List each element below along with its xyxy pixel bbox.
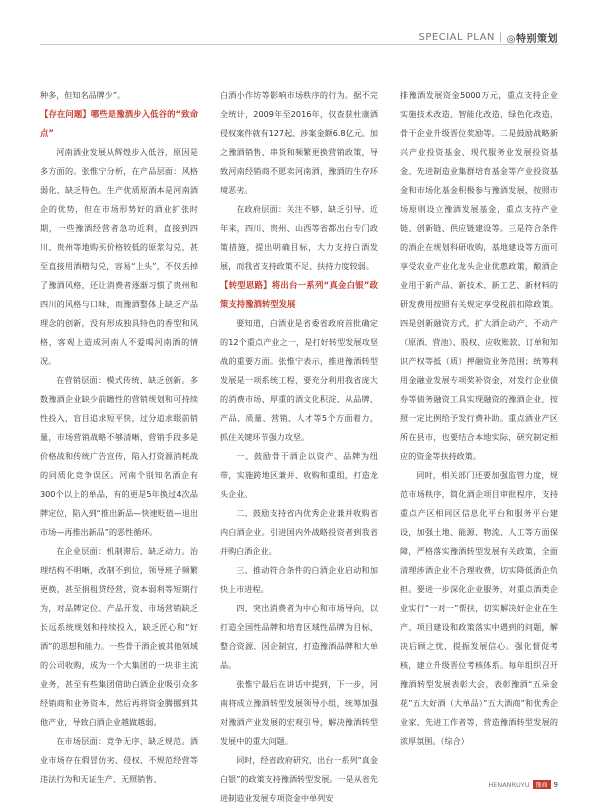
article-body [40,86,558,808]
paragraph: 排豫酒发展资金5000万元，重点支持企业实施技术改造、智能化改造、绿色化改造，骨干企业升级晋位奖励等。二是鼓励战略新兴产业投资基金、现代服务业发展投资基金、先进制造业集群培育基金等产业投资基金和市场化基金积极参与豫酒发展，按照市场原则设立豫酒发展基金，重点支持产业链、创新链、供应链建设等。三是符合条件的酒企在规划科研收购，基地建设等方面可享受农业产业化龙头企业优惠政策，酿酒企业用于新产品、新技术、新工艺、新材料的研发费用按照有关规定享受税前扣除政策。四是创新融资方式，扩大酒企动产、不动产（原酒、营池）、股权、应收账款、订单和知识产权等抵（质）押融资业务范围；统筹利用金融业发展专项奖补资金，对发行企业债券等债务融资工具实现融资的豫酒企业，按照一定比例给予发行费补助。重点酒业产区所在县市，也要结合本地实际，研究制定相应的资金等扶持政策。 [400,86,558,466]
subheading-problems: 【存在问题】哪些是豫酒步入低谷的“致命点” [40,105,198,143]
page-footer [488,780,558,789]
paragraph: 种多，但知名品牌少”。 [40,86,198,105]
magazine-tag: 豫商 [533,780,551,789]
header-separator: | [499,32,503,43]
paragraph: 四、突出消费者为中心和市场导向，以打造全国性品牌和培育区域性品牌为目标，整合资源、因企制宜，打造豫酒品牌和大单品。 [220,599,378,675]
column-right [400,86,558,808]
subheading-transformation: 【转型思路】将出台一系列“真金白银”政策支持豫酒转型发展 [220,276,378,314]
paragraph: 一、鼓励骨干酒企以资产、品牌为纽带，实施跨地区兼并、收购和重组，打造龙头企业。 [220,447,378,504]
paragraph: 二、鼓励支持省内优秀企业兼并收购省内白酒企业。引进国内外战略投资者到我省并购白酒企业。 [220,504,378,561]
section-chinese-title: ◎特别策划 [507,30,558,45]
paragraph: 在市场层面：竞争无序、缺乏规范。酒业市场存在假冒仿劣、侵权、不规范经营等违法行为和无证生产、无照销售、 [40,732,198,789]
column-middle [220,86,378,808]
header-divider [40,44,558,45]
paragraph: 在企业层面：机制滞后、缺乏动力。治理结构不明晰，改制不到位，领导班子频繁更换，甚至捐租贷经营，资本弱利等短期行为，对品牌定位、产品开发、市场营销缺乏长远系统规划和持续投入，缺乏匠心和“好酒”的思想和能力。一些骨干酒企被其他领域的公司收购，成为一个大集团的一块非主流业务，甚至有些集团借助白酒企业吸引众多经销商和业务资本，然后再将资金腾挪到其他产业，导致白酒企业越做越弱。 [40,542,198,732]
paragraph: 同时，经省政府研究，出台一系列“真金白银”的政策支持豫酒转型发展。一是从省先进制造业发展专项资金中单列安 [220,751,378,808]
page-number: 9 [554,781,558,789]
paragraph: 河南酒业发展从辉煌步入低谷，原因是多方面的。张惟宁分析，在产品层面：风格弱化、缺乏特色。生产优质原酒本是河南酒企的优势，但在市场形势好的酒业扩张时期，一些豫酒经营者急功近利，直接到四川、贵州等地购买价格较低的原浆勾兑，甚至直接用酒精勾兑，容易“上头”，不仅丢掉了豫酒风格，还让消费者逐渐习惯了贵州和四川的风格与口味，而豫酒整体上缺乏产品理念的创新，没有形成独具特色的香型和风格，客观上造成河南人不爱喝河南酒的情况。 [40,143,198,371]
paragraph: 同时，相关部门还要加强监管力度，规范市场秩序，简化酒企项目审批程序，支持重点产区相同区信息化平台和服务平台建设，加强土地、能源、物流、人工等方面保障，严格落实豫酒转型发展有关政策，全面清理涉酒企业不合理收费，切实降低酒企负担。要进一步深化企业服务，对重点酒类企业实行“一对一”帮扶，切实解决好企业在生产、项目建设和政策落实中遇到的问题，解决后顾之忧，提振发展信心。强化督促考核，建立升级晋位考核体系。每年组织召开豫酒转型发展表彰大会，表彰豫酒“五朵金花”五大好酒（大单品）”五大酒商”和优秀企业家、先进工作者等，营造豫酒转型发展的浓厚氛围。（综合） [400,466,558,751]
paragraph: 三、推动符合条件的白酒企业启动和加快上市进程。 [220,561,378,599]
column-left [40,86,198,808]
paragraph: 在政府层面：关注不够、缺乏引导。近年来，四川、贵州、山西等省都出台专门政策措施，提出明确目标，大力支持白酒发展，而我省支持政策不足、扶持力度较弱。 [220,200,378,276]
magazine-site-name: HENANRUYU [488,781,529,789]
paragraph: 在营销层面：模式传统、缺乏创新。多数豫酒企业缺少前瞻性的营销规划和可持续性投入，盲目追求短平快，过分追求眼前销量，市场营销战略不够清晰，营销手段多是价格战和传统广告宣传，陷入打资源消耗战的同质化竞争误区。河南个别知名酒企有300个以上的单品，有的更是5年换过4次品牌定位，陷入到“推出新品—快速贬值—退出市场—再推出新品”的恶性循环。 [40,371,198,542]
section-english-title: SPECIAL PLAN [419,32,495,43]
page-header [419,30,558,45]
paragraph: 张惟宁最后在讲话中提到，下一步，河南将成立豫酒转型发展领导小组，统筹加强对豫酒产业发展的宏观引导，解决豫酒转型发展中的重大问题。 [220,675,378,751]
paragraph: 白酒小作坊等影响市场秩序的行为。据不完全统计，2009年至2016年，仅查获杜康酒侵权案件就有127起、涉案金额6.8亿元。加之豫酒销售、串货和频繁更换营销政策，导致河南经销商不愿卖河南酒，豫酒的生存环境恶劣。 [220,86,378,200]
paragraph: 要知道，白酒业是省委省政府首批确定的12个重点产业之一，是打好转型发展攻坚战的重要方面。张惟宁表示，推进豫酒转型发展是一项系统工程，要充分利用我省庞大的消费市场、厚重的酒文化积淀、从品牌、产品、质量、营销、人才等5个方面着力，抓住关键环节强力攻坚。 [220,314,378,447]
